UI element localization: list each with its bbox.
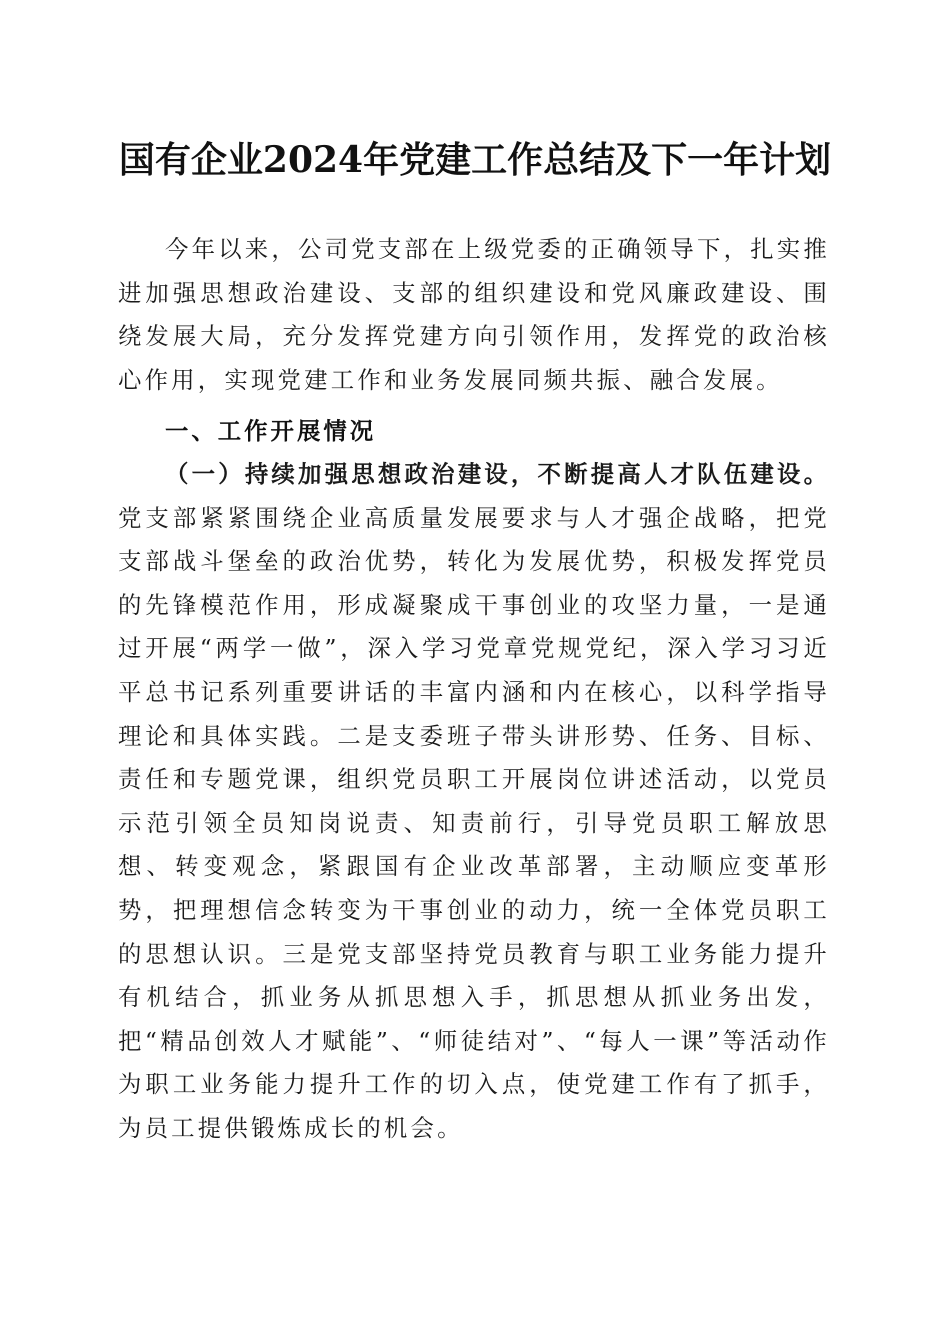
subsection-body-political-building: 党支部紧紧围绕企业高质量发展要求与人才强企战略，把党支部战斗堡垒的政治优势，转化为发展优势，积极发挥党员的先锋模范作用，形成凝聚成干事创业的攻坚力量，一是通过开展“两学一做”，深入学习党章党规党纪，深入学习习近平总书记系列重要讲话的丰富内涵和内在核心，以科学指导理论和具体实践。二是支委班子带头讲形势、任务、目标、责任和专题党课，组织党员职工开展岗位讲述活动，以党员示范引领全员知岗说责、知责前行，引导党员职工解放思想、转变观念，紧跟国有企业改革部署，主动顺应变革形势，把理想信念转变为干事创业的动力，统一全体党员职工的思想认识。三是党支部坚持党员教育与职工业务能力提升有机结合，抓业务从抓思想入手，抓思想从抓业务出发，把“精品创效人才赋能”、“师徒结对”、“每人一课”等活动作为职工业务能力提升工作的切入点，使党建工作有了抓手，为员工提供锻炼成长的机会。 <box>118 503 830 1142</box>
section-heading-work-status: 一、工作开展情况 <box>165 417 377 445</box>
subsection-paragraph-political-building <box>118 453 830 1151</box>
document-title: 国有企业2024年党建工作总结及下一年计划 <box>118 139 832 181</box>
subsection-heading-political-building: （一）持续加强思想政治建设，不断提高人才队伍建设。 <box>165 460 830 488</box>
intro-paragraph: 今年以来，公司党支部在上级党委的正确领导下，扎实推进加强思想政治建设、支部的组织建设和党风廉政建设、围绕发展大局，充分发挥党建方向引领作用，发挥党的政治核心作用，实现党建工作和业务发展同频共振、融合发展。 <box>118 235 830 394</box>
